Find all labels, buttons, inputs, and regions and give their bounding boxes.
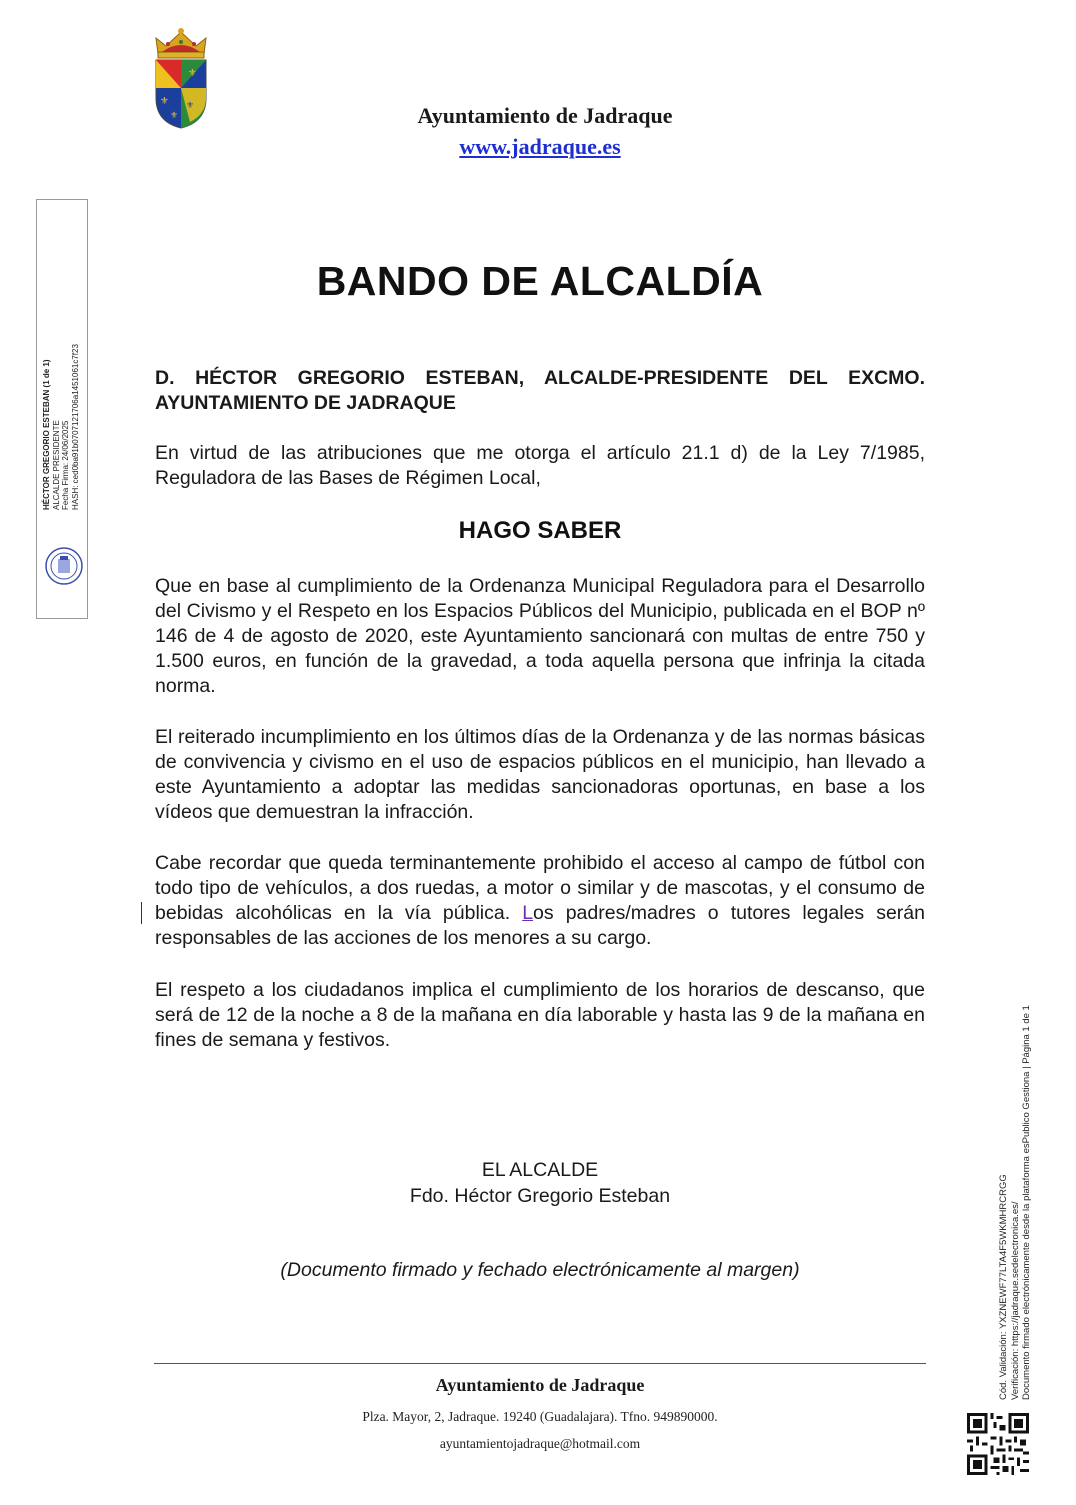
paragraph-3	[155, 851, 925, 951]
intro-paragraph: En virtud de las atribuciones que me otorga el artículo 21.1 d) de la Ley 7/1985, Reguladora de las Bases de Régimen Local,	[155, 442, 925, 489]
header-website-link[interactable]: www.jadraque.es	[459, 134, 621, 159]
official-seal-icon	[44, 546, 84, 586]
footer-email[interactable]: ayuntamientojadraque@hotmail.com	[439, 1436, 641, 1451]
revision-bar	[141, 902, 142, 924]
paragraph-4: El respeto a los ciudadanos implica el cumplimiento de los horarios de descanso, que será de 12 de la noche a 8 de la mañana en día laborable y hasta las 9 de la mañana en fines de semana y festivos.	[155, 979, 925, 1051]
validation-code: Cód. Validación: YXZNEWF77LTA4F5WKMHRCRGG	[998, 1174, 1009, 1400]
validation-url[interactable]: Verificación: https://jadraque.sedelectronica.es/	[1009, 1201, 1021, 1400]
footer-address: Plza. Mayor, 2, Jadraque. 19240 (Guadalajara). Tfno. 949890000.	[362, 1409, 718, 1424]
electronic-signature-note: (Documento firmado y fechado electrónicamente al margen)	[280, 1259, 800, 1281]
svg-text:⚜: ⚜	[170, 111, 179, 121]
footer-divider	[154, 1363, 926, 1364]
signature-role: ALCALDE PRESIDENTE	[51, 420, 61, 510]
paragraph-2: El reiterado incumplimiento en los últimos días de la Ordenanza y de las normas básicas de convivencia y civismo en el uso de espacios públicos en el municipio, han llevado a este Ayuntamiento a adoptar las medidas sancionadoras oportunas, en base a los vídeos que demuestran la infracción.	[155, 726, 925, 823]
signoff-role: EL ALCALDE	[481, 1159, 599, 1181]
svg-text:⚜: ⚜	[188, 68, 197, 79]
paragraph-3-part-b: os padres/madres o tutores legales serán responsables de las acciones de los menores a su cargo.	[155, 902, 925, 949]
signature-date: Fecha Firma: 24/06/2025	[61, 420, 70, 510]
footer-name: Ayuntamiento de Jadraque	[435, 1375, 645, 1395]
header-municipality-name: Ayuntamiento de Jadraque	[417, 103, 673, 128]
signature-stamp-text	[42, 210, 80, 510]
paragraph-1: Que en base al cumplimiento de la Ordenanza Municipal Reguladora para el Desarrollo del Civismo y el Respeto en los Espacios Públicos del Municipio, publicada en el BOP nº 146 de 4 de agosto de 2020, este Ayuntamiento sancionará con multas de entre 750 y 1.500 euros, en función de la gravedad, a toda aquella persona que infrinja la citada norma.	[155, 575, 925, 697]
signature-signer: HÉCTOR GREGORIO ESTEBAN (1 de 1)	[42, 359, 51, 510]
signoff-name: Fdo. Héctor Gregorio Esteban	[409, 1185, 671, 1207]
svg-text:⚜: ⚜	[186, 101, 195, 111]
svg-text:⚜: ⚜	[160, 96, 169, 107]
paragraph-3-marked-letter: L	[522, 902, 534, 924]
document-title: BANDO DE ALCALDÍA	[316, 258, 764, 304]
validation-platform: Documento firmado electrónicamente desde la plataforma esPublico Gestiona | Página 1 de 1	[1021, 1005, 1032, 1400]
validation-margin-text	[998, 940, 1033, 1400]
qr-code-icon[interactable]	[966, 1413, 1030, 1475]
paragraph-3-part-a: Cabe recordar que queda terminantemente prohibido el acceso al campo de fútbol con todo tipo de vehículos, a dos ruedas, a motor o similar y de mascotas, y el consumo de bebidas alcohólicas en la vía pública.	[155, 852, 925, 924]
author-line: D. HÉCTOR GREGORIO ESTEBAN, ALCALDE-PRESIDENTE DEL EXCMO. AYUNTAMIENTO DE JADRAQUE	[155, 367, 925, 414]
signature-hash: HASH: ced0ba91b0707121706a1451061c7f23	[70, 344, 80, 510]
hago-saber-heading: HAGO SABER	[458, 517, 622, 544]
